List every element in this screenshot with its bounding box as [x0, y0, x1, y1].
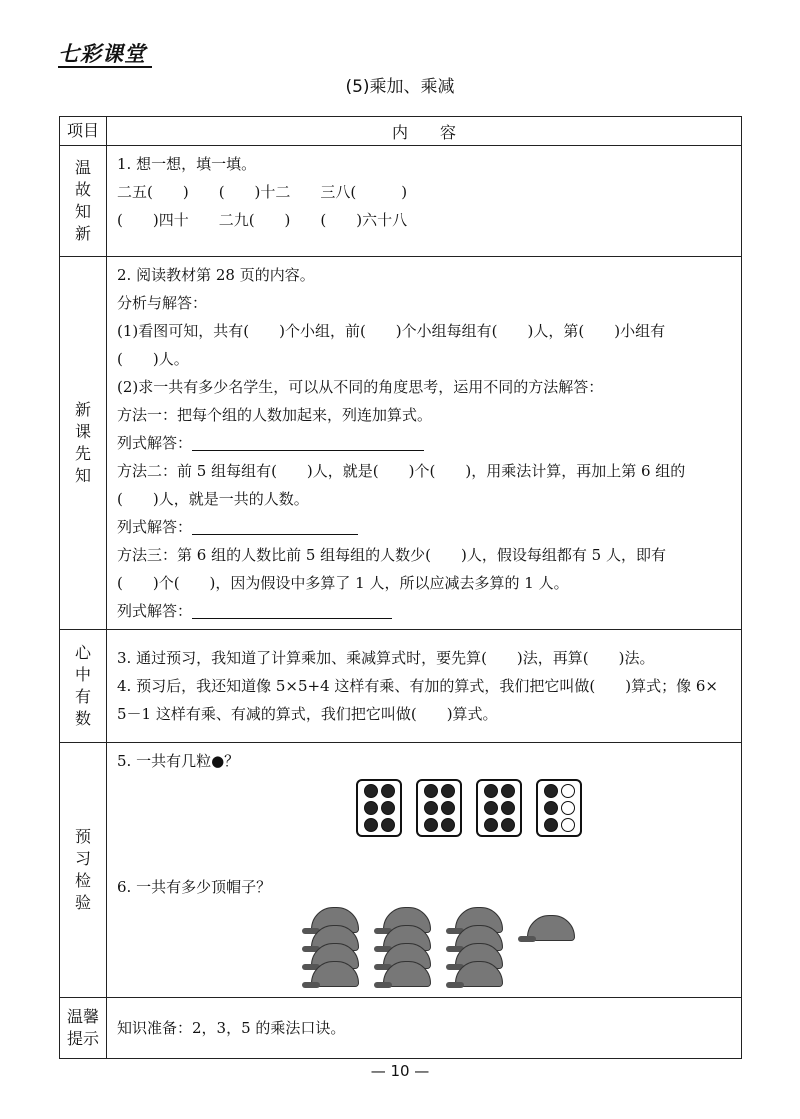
tips-text: 知识准备：2，3，5 的乘法口诀。 [117, 1019, 346, 1037]
page-title: (5)乘加、乘减 [345, 77, 455, 97]
method-2: 方法二：前 5 组每组有( )人，就是( )个( )，用乘法计算，再加上第 6 组的 [117, 462, 686, 480]
method-3-cont: ( )个( )，因为假设中多算了 1 人，所以应减去多算的 1 人。 [117, 574, 569, 592]
section-label-review: 温故知新 [74, 158, 91, 243]
section-newlesson [60, 257, 742, 630]
section-label-mind: 心中有数 [74, 643, 91, 728]
part-1-cont: ( )人。 [117, 350, 189, 368]
hat-stack [303, 907, 359, 985]
question-4: 4. 预习后，我还知道像 5×5+4 这样有乘、有加的算式，我们把它叫做( )算式；像 6× [117, 677, 718, 695]
hat-stack [375, 907, 431, 985]
question-3: 3. 通过预习，我知道了计算乘加、乘减算式时，要先算( )法，再算( )法。 [117, 649, 655, 667]
question-6: 6. 一共有多少顶帽子？ [117, 878, 272, 896]
header-item: 项目 [60, 117, 107, 146]
pill-plate [416, 779, 462, 837]
method-1: 方法一：把每个组的人数加起来，列连加算式。 [117, 406, 433, 424]
pill-plate [476, 779, 522, 837]
review-row-2: ( )四十 二九( ) ( )六十八 [117, 211, 408, 229]
section-tips [60, 998, 742, 1059]
pill-plate [356, 779, 402, 837]
section-label-check: 预习检验 [74, 827, 91, 912]
answer-blank-1[interactable] [192, 432, 424, 451]
section-review [60, 146, 742, 257]
method-3: 方法三：第 6 组的人数比前 5 组每组的人数少( )人，假设每组都有 5 人，即有 [117, 546, 666, 564]
pill-plate [536, 779, 582, 837]
brand-logo: 七彩课堂 [58, 42, 146, 66]
analysis-heading: 分析与解答： [117, 294, 208, 312]
section-mind [60, 630, 742, 743]
hat-groups [147, 907, 731, 985]
method-2-cont: ( )人，就是一共的人数。 [117, 490, 309, 508]
part-2: (2)求一共有多少名学生，可以从不同的角度思考，运用不同的方法解答： [117, 378, 604, 396]
hat-stack [447, 907, 503, 985]
section-check [60, 743, 742, 998]
answer-blank-3[interactable] [192, 600, 392, 619]
answer-label-2: 列式解答： [117, 518, 193, 536]
answer-label-1: 列式解答： [117, 434, 193, 452]
part-1: (1)看图可知，共有( )个小组，前( )个小组每组有( )人，第( )小组有 [117, 322, 666, 340]
header-content: 内 容 [107, 117, 742, 146]
answer-label-3: 列式解答： [117, 602, 193, 620]
question-1: 1. 想一想，填一填。 [117, 155, 257, 173]
table-header-row [60, 117, 742, 146]
single-hat [519, 915, 575, 945]
section-label-tips: 温馨提示 [66, 1007, 99, 1048]
brand-underline [58, 66, 152, 68]
review-row-1: 二五( ) ( )十二 三八( ) [117, 183, 408, 201]
question-2: 2. 阅读教材第 28 页的内容。 [117, 266, 315, 284]
answer-blank-2[interactable] [192, 516, 358, 535]
page-number: — 10 — [370, 1062, 430, 1080]
section-label-newlesson: 新课先知 [74, 400, 91, 485]
question-4-cont: 5－1 这样有乘、有减的算式，我们把它叫做( )算式。 [117, 705, 498, 723]
worksheet-table [59, 116, 742, 1059]
question-5: 5. 一共有几粒●？ [117, 752, 240, 770]
pill-plates [207, 779, 731, 837]
